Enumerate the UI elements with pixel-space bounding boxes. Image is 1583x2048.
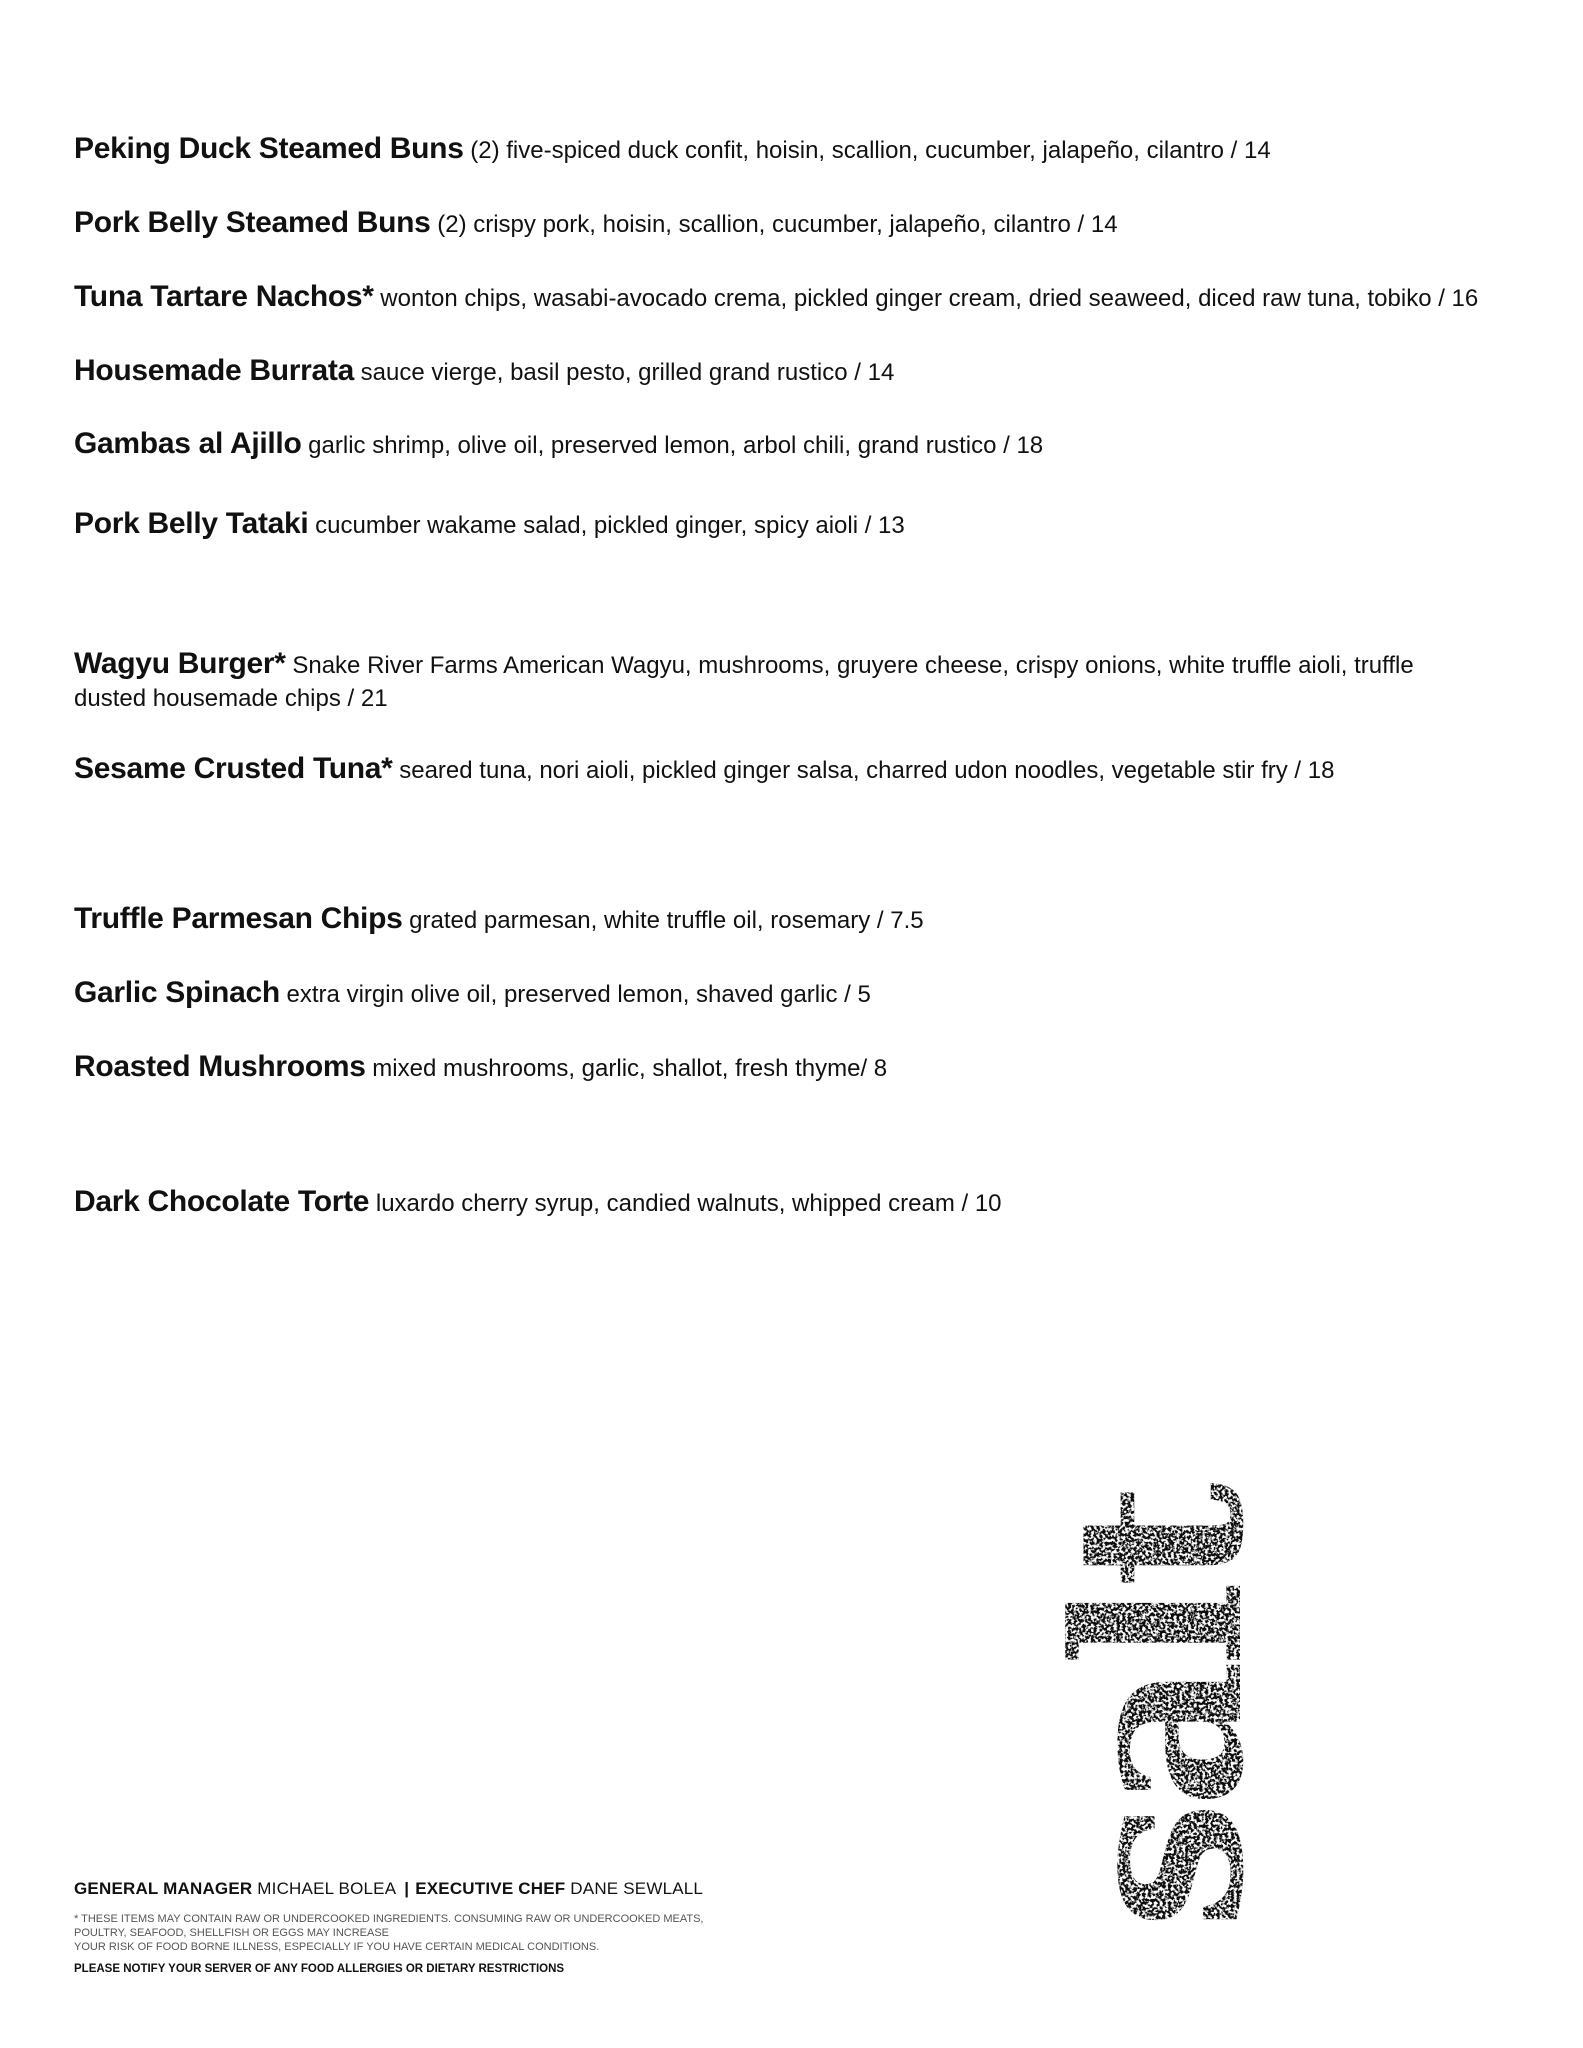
item-name: Tuna Tartare Nachos* bbox=[74, 280, 374, 313]
chef-name: DANE SEWLALL bbox=[565, 1879, 704, 1898]
allergy-notice: PLEASE NOTIFY YOUR SERVER OF ANY FOOD ALLERGIES OR DIETARY RESTRICTIONS bbox=[74, 1963, 565, 1975]
item-description: cucumber wakame salad, pickled ginger, spicy aioli / 13 bbox=[308, 512, 905, 539]
menu-item bbox=[74, 977, 1514, 1011]
item-name: Truffle Parmesan Chips bbox=[74, 902, 403, 935]
disclaimer-line: POULTRY, SEAFOOD, SHELLFISH OR EGGS MAY INCREASE bbox=[74, 1927, 390, 1939]
item-name: Pork Belly Tataki bbox=[74, 507, 309, 540]
item-description: extra virgin olive oil, preserved lemon, shaved garlic / 5 bbox=[279, 981, 871, 1008]
salt-logo bbox=[1025, 1370, 1450, 1930]
item-description: mixed mushrooms, garlic, shallot, fresh thyme/ 8 bbox=[365, 1055, 888, 1082]
item-description: luxardo cherry syrup, candied walnuts, whipped cream / 10 bbox=[369, 1190, 1002, 1217]
item-name: Garlic Spinach bbox=[74, 976, 280, 1009]
menu-item bbox=[74, 133, 1514, 167]
menu-item bbox=[74, 648, 1434, 715]
disclaimer-line: * THESE ITEMS MAY CONTAIN RAW OR UNDERCOOKED INGREDIENTS. CONSUMING RAW OR UNDERCOOKED MEATS, bbox=[74, 1913, 704, 1925]
gm-role: GENERAL MANAGER bbox=[74, 1879, 253, 1898]
disclaimer-line: YOUR RISK OF FOOD BORNE ILLNESS, ESPECIALLY IF YOU HAVE CERTAIN MEDICAL CONDITIONS. bbox=[74, 1941, 600, 1953]
item-description: garlic shrimp, olive oil, preserved lemon, arbol chili, grand rustico / 18 bbox=[301, 432, 1044, 459]
raw-food-disclaimer bbox=[74, 1912, 794, 1954]
item-description: seared tuna, nori aioli, pickled ginger salsa, charred udon noodles, vegetable stir fry / 18 bbox=[392, 757, 1335, 784]
staff-separator: | bbox=[404, 1879, 410, 1898]
item-name: Gambas al Ajillo bbox=[74, 427, 302, 460]
menu-item bbox=[74, 1186, 1514, 1220]
item-description: Snake River Farms American Wagyu, mushrooms, gruyere cheese, crispy onions, white truffle aioli, truffle dusted housemade chips / 21 bbox=[74, 652, 1414, 712]
menu-item bbox=[74, 428, 1514, 462]
logo-text: salt bbox=[1025, 1489, 1295, 1930]
menu-item bbox=[74, 207, 1514, 241]
chef-role: EXECUTIVE CHEF bbox=[415, 1879, 566, 1898]
menu-item bbox=[74, 281, 1514, 315]
staff-credits bbox=[74, 1878, 974, 1900]
item-description: (2) crispy pork, hoisin, scallion, cucumber, jalapeño, cilantro / 14 bbox=[430, 211, 1118, 238]
item-description: sauce vierge, basil pesto, grilled grand rustico / 14 bbox=[354, 359, 895, 386]
menu-item bbox=[74, 355, 1514, 389]
menu-item bbox=[74, 508, 1514, 542]
footer bbox=[74, 1878, 974, 1976]
item-description: grated parmesan, white truffle oil, rosemary / 7.5 bbox=[402, 907, 924, 934]
item-name: Sesame Crusted Tuna* bbox=[74, 752, 393, 785]
item-name: Peking Duck Steamed Buns bbox=[74, 132, 464, 165]
item-name: Housemade Burrata bbox=[74, 354, 354, 387]
item-description: wonton chips, wasabi-avocado crema, pickled ginger cream, dried seaweed, diced raw tuna, tobiko / 16 bbox=[373, 285, 1479, 312]
item-name: Wagyu Burger* bbox=[74, 647, 286, 680]
menu-item bbox=[74, 753, 1514, 787]
item-name: Dark Chocolate Torte bbox=[74, 1185, 370, 1218]
gm-name: MICHAEL BOLEA bbox=[252, 1879, 401, 1898]
menu-item bbox=[74, 903, 1514, 937]
item-name: Roasted Mushrooms bbox=[74, 1050, 366, 1083]
item-description: (2) five-spiced duck confit, hoisin, scallion, cucumber, jalapeño, cilantro / 14 bbox=[463, 137, 1271, 164]
menu-item bbox=[74, 1051, 1514, 1085]
item-name: Pork Belly Steamed Buns bbox=[74, 206, 431, 239]
